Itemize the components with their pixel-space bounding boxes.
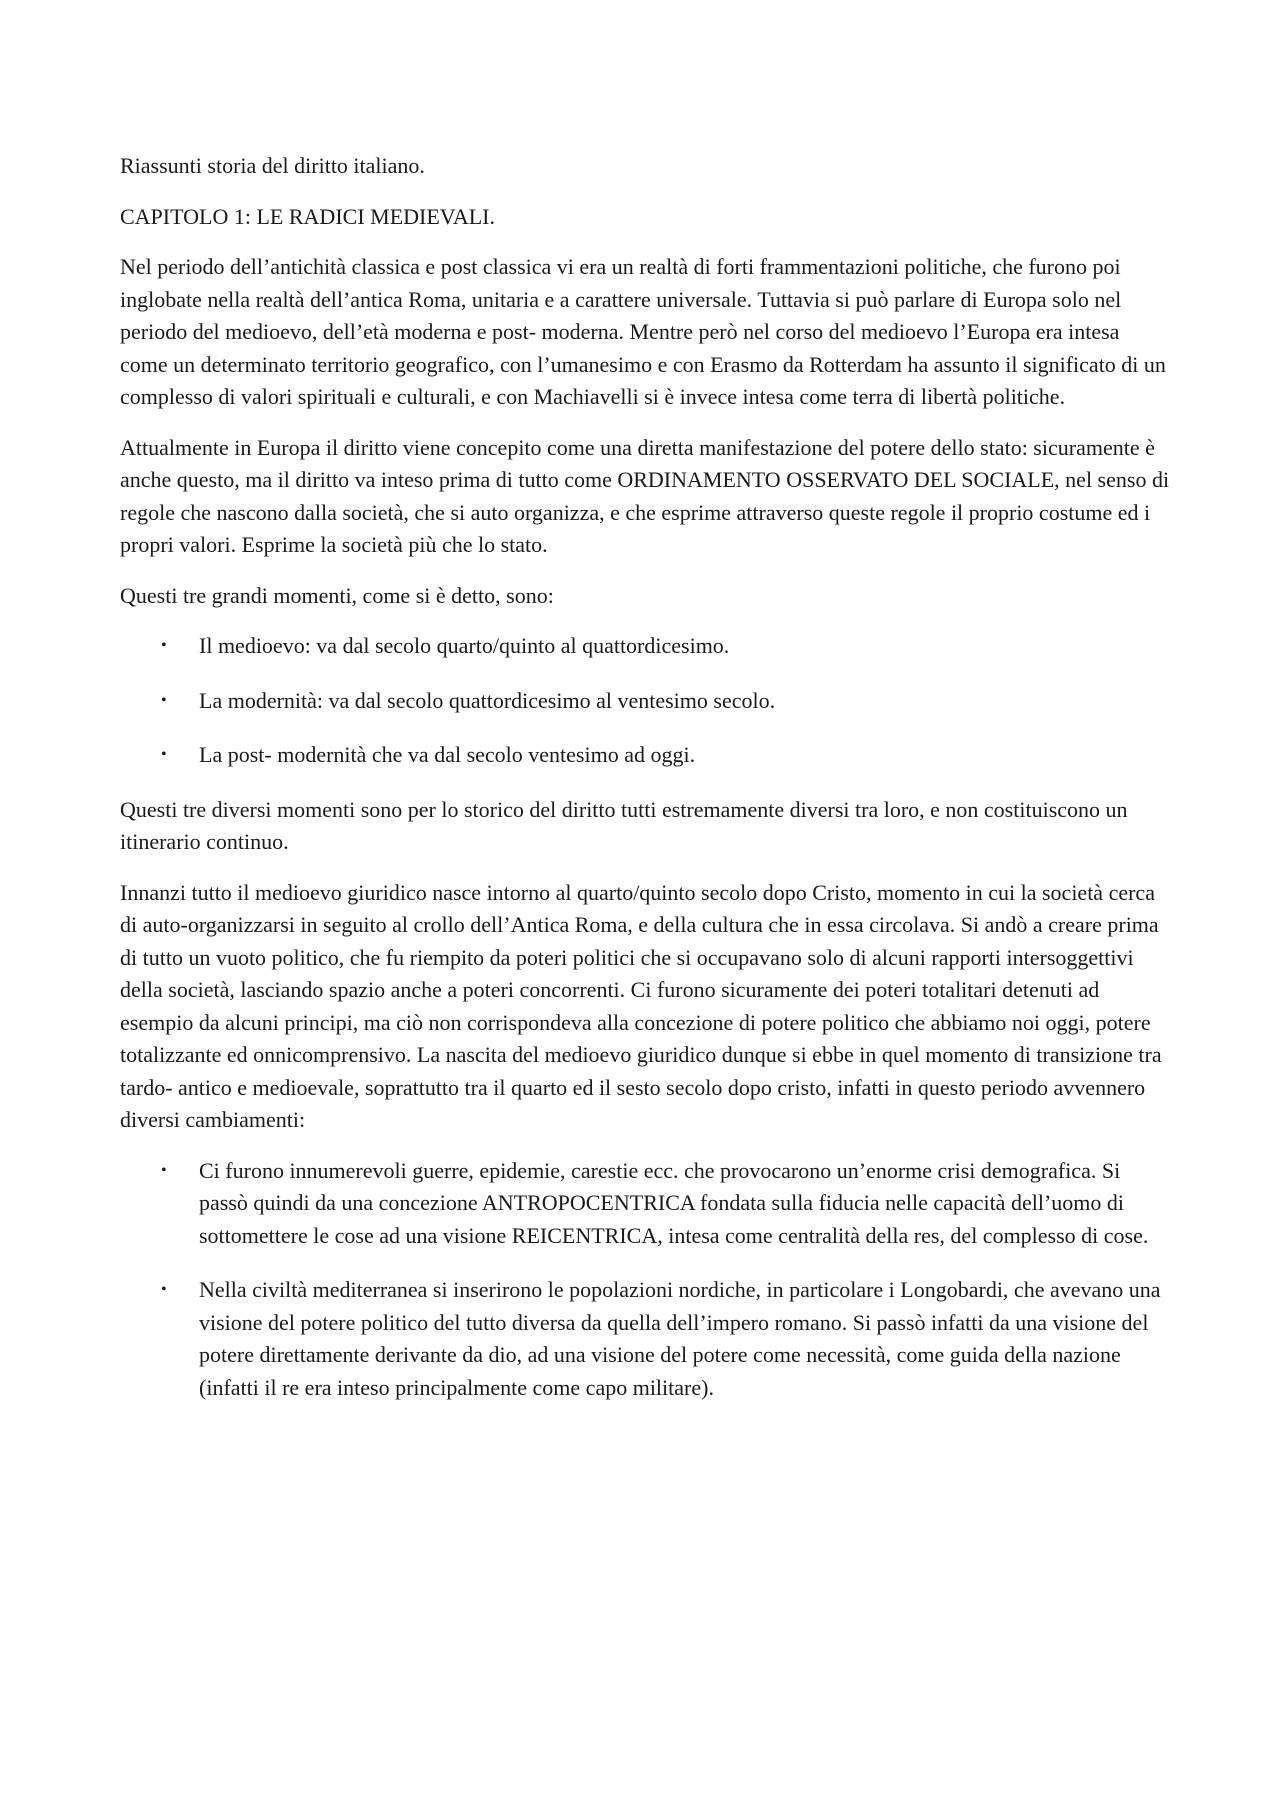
chapter-heading: CAPITOLO 1: LE RADICI MEDIEVALI. [120,203,495,229]
bullet-icon: • [161,1281,167,1298]
paragraph-diritto-europa: Attualmente in Europa il diritto viene concepito come una diretta manifestazione del potere dello stato: sicuramente è anche questo, ma il diritto va inteso prima di tutto come ORDINAMENTO OSSERVATO DEL SOCIALE, nel senso di regole che nascono dalla società, che si auto organizza, e che esprime attraverso queste regole il proprio costume ed i propri valori. Esprime la società più che lo stato. [120,434,1170,557]
paragraph-tre-momenti-intro: Questi tre grandi momenti, come si è detto, sono: [120,582,554,608]
list-item-text: La post- modernità che va dal secolo ventesimo ad oggi. [199,742,696,767]
bullet-icon: • [161,637,167,654]
document-title: Riassunti storia del diritto italiano. [120,153,425,178]
paragraph-momenti-diversi: Questi tre diversi momenti sono per lo storico del diritto tutti estremamente diversi tra loro, e non costituiscono un itinerario continuo. [120,796,1128,854]
bullet-icon: • [161,746,167,763]
paragraph-antichita: Nel periodo dell’antichità classica e post classica vi era un realtà di forti frammentazioni politiche, che furono poi inglobate nella realtà dell’antica Roma, unitaria e a carattere universale. Tuttavia si può parlare di Europa solo nel periodo del medioevo, dell’età moderna e post- moderna. Mentre però nel corso del medioevo l’Europa era intesa come un determinato territorio geografico, con l’umanesimo e con Erasmo da Rotterdam ha assunto il significato di un complesso di valori spirituali e culturali, e con Machiavelli si è invece intesa come terra di libertà politiche. [120,254,1166,409]
list-item [120,739,1170,772]
list-item-text: La modernità: va dal secolo quattordicesimo al ventesimo secolo. [199,687,776,713]
bullet-list-periodi [120,630,1170,772]
list-item-text: Ci furono innumerevoli guerre, epidemie, carestie ecc. che provocarono un’enorme crisi demografica. Si passò quindi da una concezione ANTROPOCENTRICA fondata sulla fiducia nelle capacità dell’uomo di sottomettere le cose ad una visione REICENTRICA, intesa come centralità della res, del complesso di cose. [199,1157,1149,1248]
list-item [120,1155,1170,1253]
bullet-icon: • [161,691,167,709]
bullet-list-cambiamenti [120,1155,1170,1405]
list-item-text: Il medioevo: va dal secolo quarto/quinto al quattordicesimo. [199,633,730,658]
paragraph-medioevo-giuridico: Innanzi tutto il medioevo giuridico nasce intorno al quarto/quinto secolo dopo Cristo, momento in cui la società cerca di auto-organizzarsi in seguito al crollo dell’Antica Roma, e della cultura che in essa circolava. Si andò a creare prima di tutto un vuoto politico, che fu riempito da poteri politici che si occupavano solo di alcuni rapporti intersoggettivi della società, lasciando spazio anche a poteri concorrenti. Ci furono sicuramente dei poteri totalitari detenuti ad esempio da alcuni principi, ma ciò non corrispondeva alla concezione di potere politico che abbiamo noi oggi, potere totalizzante ed onnicomprensivo. La nascita del medioevo giuridico dunque si ebbe in quel momento di transizione tra tardo- antico e medioevale, soprattutto tra il quarto ed il sesto secolo dopo cristo, infatti in questo periodo avvennero diversi cambiamenti: [120,879,1162,1132]
list-item [120,685,1170,718]
list-item [120,630,1170,663]
bullet-icon: • [161,1161,167,1179]
list-item-text: Nella civiltà mediterranea si inserirono le popolazioni nordiche, in particolare i Longobardi, che avevano una visione del potere politico del tutto diversa da quella dell’impero romano. Si passò infatti da una visione del potere direttamente derivante da dio, ad una visione del potere come necessità, come guida della nazione (infatti il re era inteso principalmente come capo militare). [199,1277,1161,1400]
list-item [120,1274,1170,1404]
document-page [120,150,1170,1426]
